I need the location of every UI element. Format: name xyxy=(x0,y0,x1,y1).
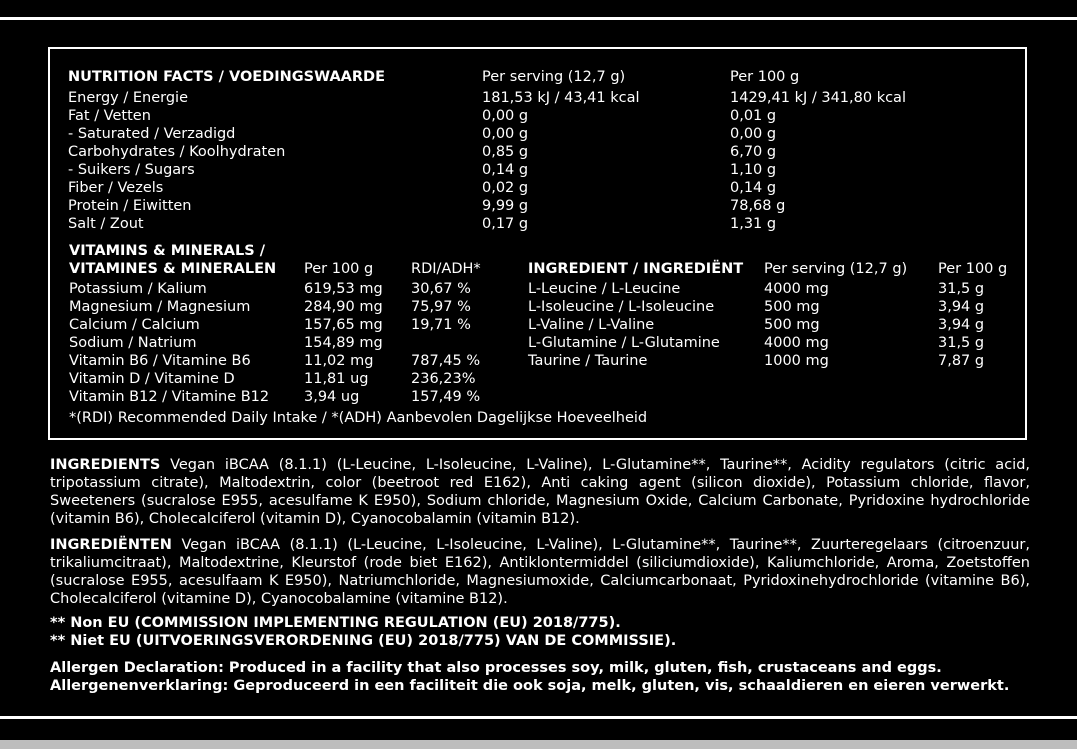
nutrition-per100-values xyxy=(730,89,906,233)
regulation-block xyxy=(50,614,676,650)
nutrition-per100-value: 78,68 g xyxy=(730,198,786,214)
nutrition-title: NUTRITION FACTS / VOEDINGSWAARDE xyxy=(68,69,385,85)
ingredient-row-label: L-Isoleucine / L-Isoleucine xyxy=(528,299,715,315)
nutrition-serving-value: 181,53 kJ / 43,41 kcal xyxy=(482,90,640,106)
nutrition-per-100-header: Per 100 g xyxy=(730,69,800,85)
nutrition-row-label: Salt / Zout xyxy=(68,216,144,232)
vitamin-row-label: Calcium / Calcium xyxy=(69,317,200,333)
ingredient-row-label: L-Glutamine / L-Glutamine xyxy=(528,335,720,351)
vitamin-rdi-value: 236,23% xyxy=(411,371,476,387)
ingredients-en-paragraph xyxy=(50,456,1030,528)
ingredient-serving-values xyxy=(764,280,829,370)
nutrition-serving-value: 0,17 g xyxy=(482,216,529,232)
nutrition-labels xyxy=(68,89,285,233)
nutrition-per100-value: 1429,41 kJ / 341,80 kcal xyxy=(730,90,906,106)
ingredient-per100-value: 31,5 g xyxy=(938,281,985,297)
ingredient-serving-value: 500 mg xyxy=(764,299,820,315)
regulation-nl: ** Niet EU (UITVOERINGSVERORDENING (EU) 2018/775) VAN DE COMMISSIE). xyxy=(50,633,677,649)
ingredient-labels xyxy=(528,280,720,370)
ingredient-per-100-header: Per 100 g xyxy=(938,261,1008,277)
nutrition-serving-value: 0,85 g xyxy=(482,144,529,160)
allergen-block xyxy=(50,659,1009,695)
vitamin-per100-value: 157,65 mg xyxy=(304,317,383,333)
ingredients-en-heading: INGREDIENTS xyxy=(50,457,161,473)
regulation-en: ** Non EU (COMMISSION IMPLEMENTING REGULATION (EU) 2018/775). xyxy=(50,615,621,631)
bottom-gray-strip xyxy=(0,740,1077,749)
ingredient-per100-value: 3,94 g xyxy=(938,299,985,315)
vitamin-row-label: Vitamin B6 / Vitamine B6 xyxy=(69,353,251,369)
vitamin-rdi-value xyxy=(411,334,480,352)
vitamin-rdi-value: 75,97 % xyxy=(411,299,471,315)
ingredients-nl-heading: INGREDIËNTEN xyxy=(50,537,172,553)
vitamin-per100-value: 11,81 ug xyxy=(304,371,369,387)
vitamin-row-label: Vitamin B12 / Vitamine B12 xyxy=(69,389,270,405)
ingredient-row-label: L-Leucine / L-Leucine xyxy=(528,281,681,297)
nutrition-serving-value: 0,00 g xyxy=(482,108,529,124)
vitamin-per100-value: 619,53 mg xyxy=(304,281,383,297)
ingredient-serving-value: 1000 mg xyxy=(764,353,829,369)
nutrition-per-serving-header: Per serving (12,7 g) xyxy=(482,69,626,85)
vitamin-rdi-value: 157,49 % xyxy=(411,389,481,405)
vitamin-row-label: Sodium / Natrium xyxy=(69,335,197,351)
nutrition-row-label: Energy / Energie xyxy=(68,90,189,106)
nutrition-serving-value: 0,14 g xyxy=(482,162,529,178)
ingredients-nl-paragraph xyxy=(50,536,1030,608)
ingredients-nl-text: Vegan iBCAA (8.1.1) (L-Leucine, L-Isoleucine, L-Valine), L-Glutamine**, Taurine**, Zuurteregelaars (citroenzuur, trikaliumcitraat), Maltodextrine, Kleurstof (rode biet E162), Antiklontermiddel (siliciumdioxide), Kaliumchloride, Aroma, Zoetstoffen (sucralose E955, acesulfaam K E950), Natriumchloride, Magnesiumoxide, Calciumcarbonaat, Pyridoxinehydrochloride (vitamine B6), Cholecalciferol (vitamine D), Cyanocobalamine (vitamine B12). xyxy=(50,537,1030,607)
ingredient-per-serving-header: Per serving (12,7 g) xyxy=(764,261,908,277)
nutrition-per100-value: 1,10 g xyxy=(730,162,777,178)
nutrition-serving-value: 0,00 g xyxy=(482,126,529,142)
vitamins-title-line2: VITAMINES & MINERALEN xyxy=(69,261,277,277)
ingredient-serving-value: 500 mg xyxy=(764,317,820,333)
nutrition-serving-values xyxy=(482,89,640,233)
allergen-en: Allergen Declaration: Produced in a facility that also processes soy, milk, gluten, fish, crustaceans and eggs. xyxy=(50,660,942,676)
ingredient-per100-value: 7,87 g xyxy=(938,353,985,369)
nutrition-per100-value: 1,31 g xyxy=(730,216,777,232)
nutrition-row-label: Fiber / Vezels xyxy=(68,180,164,196)
vitamin-per100-value: 11,02 mg xyxy=(304,353,374,369)
nutrition-row-label: Carbohydrates / Koolhydraten xyxy=(68,144,286,160)
vitamin-rdi-value: 19,71 % xyxy=(411,317,471,333)
ingredients-en-text: Vegan iBCAA (8.1.1) (L-Leucine, L-Isoleucine, L-Valine), L-Glutamine**, Taurine**, Acidity regulators (citric acid, tripotassium citrate), Maltodextrin, color (beetroot red E162), Anti caking agent (silicon dioxide), Potassium chloride, flavor, Sweeteners (sucralose E955, acesulfame K E950), Sodium chloride, Magnesium Oxide, Calcium Carbonate, Pyridoxine hydrochloride (vitamin B6), Cholecalciferol (vitamin D), Cyanocobalamin (vitamin B12). xyxy=(50,457,1031,527)
allergen-nl: Allergenenverklaring: Geproduceerd in een faciliteit die ook soja, melk, gluten, vis, schaaldieren en eieren verwerkt. xyxy=(50,678,1010,694)
nutrition-serving-value: 0,02 g xyxy=(482,180,529,196)
nutrition-per100-value: 0,14 g xyxy=(730,180,777,196)
nutrition-row-label: Fat / Vetten xyxy=(68,108,151,124)
nutrition-serving-value: 9,99 g xyxy=(482,198,529,214)
ingredient-table-title: INGREDIENT / INGREDIËNT xyxy=(528,261,744,277)
bottom-divider xyxy=(0,716,1077,719)
ingredient-per100-values xyxy=(938,280,984,370)
ingredient-per100-value: 31,5 g xyxy=(938,335,985,351)
vitamin-row-label: Magnesium / Magnesium xyxy=(69,299,251,315)
nutrition-row-label: Protein / Eiwitten xyxy=(68,198,192,214)
nutrition-per100-value: 0,00 g xyxy=(730,126,777,142)
vitamin-per100-value: 284,90 mg xyxy=(304,299,383,315)
nutrition-per100-value: 6,70 g xyxy=(730,144,777,160)
vitamin-row-label: Vitamin D / Vitamine D xyxy=(69,371,235,387)
vitamin-per100-value: 154,89 mg xyxy=(304,335,383,351)
vitamins-rdi-header: RDI/ADH* xyxy=(411,261,481,277)
top-divider xyxy=(0,17,1077,20)
vitamin-row-label: Potassium / Kalium xyxy=(69,281,207,297)
vitamin-rdi-values xyxy=(411,280,480,406)
ingredient-row-label: L-Valine / L-Valine xyxy=(528,317,655,333)
vitamins-per-100-header: Per 100 g xyxy=(304,261,374,277)
vitamin-per100-value: 3,94 ug xyxy=(304,389,360,405)
vitamin-rdi-value: 787,45 % xyxy=(411,353,481,369)
ingredient-per100-value: 3,94 g xyxy=(938,317,985,333)
vitamins-title-line1: VITAMINS & MINERALS / xyxy=(69,243,266,259)
ingredient-serving-value: 4000 mg xyxy=(764,335,829,351)
nutrition-row-label: - Suikers / Sugars xyxy=(68,162,195,178)
vitamin-labels xyxy=(69,280,269,406)
ingredient-row-label: Taurine / Taurine xyxy=(528,353,648,369)
rdi-footnote: *(RDI) Recommended Daily Intake / *(ADH) Aanbevolen Dagelijkse Hoeveelheid xyxy=(69,410,648,426)
nutrition-row-label: - Saturated / Verzadigd xyxy=(68,126,236,142)
vitamin-rdi-value: 30,67 % xyxy=(411,281,471,297)
nutrition-facts-box xyxy=(48,47,1027,440)
ingredient-serving-value: 4000 mg xyxy=(764,281,829,297)
nutrition-per100-value: 0,01 g xyxy=(730,108,777,124)
vitamin-per100-values xyxy=(304,280,383,406)
